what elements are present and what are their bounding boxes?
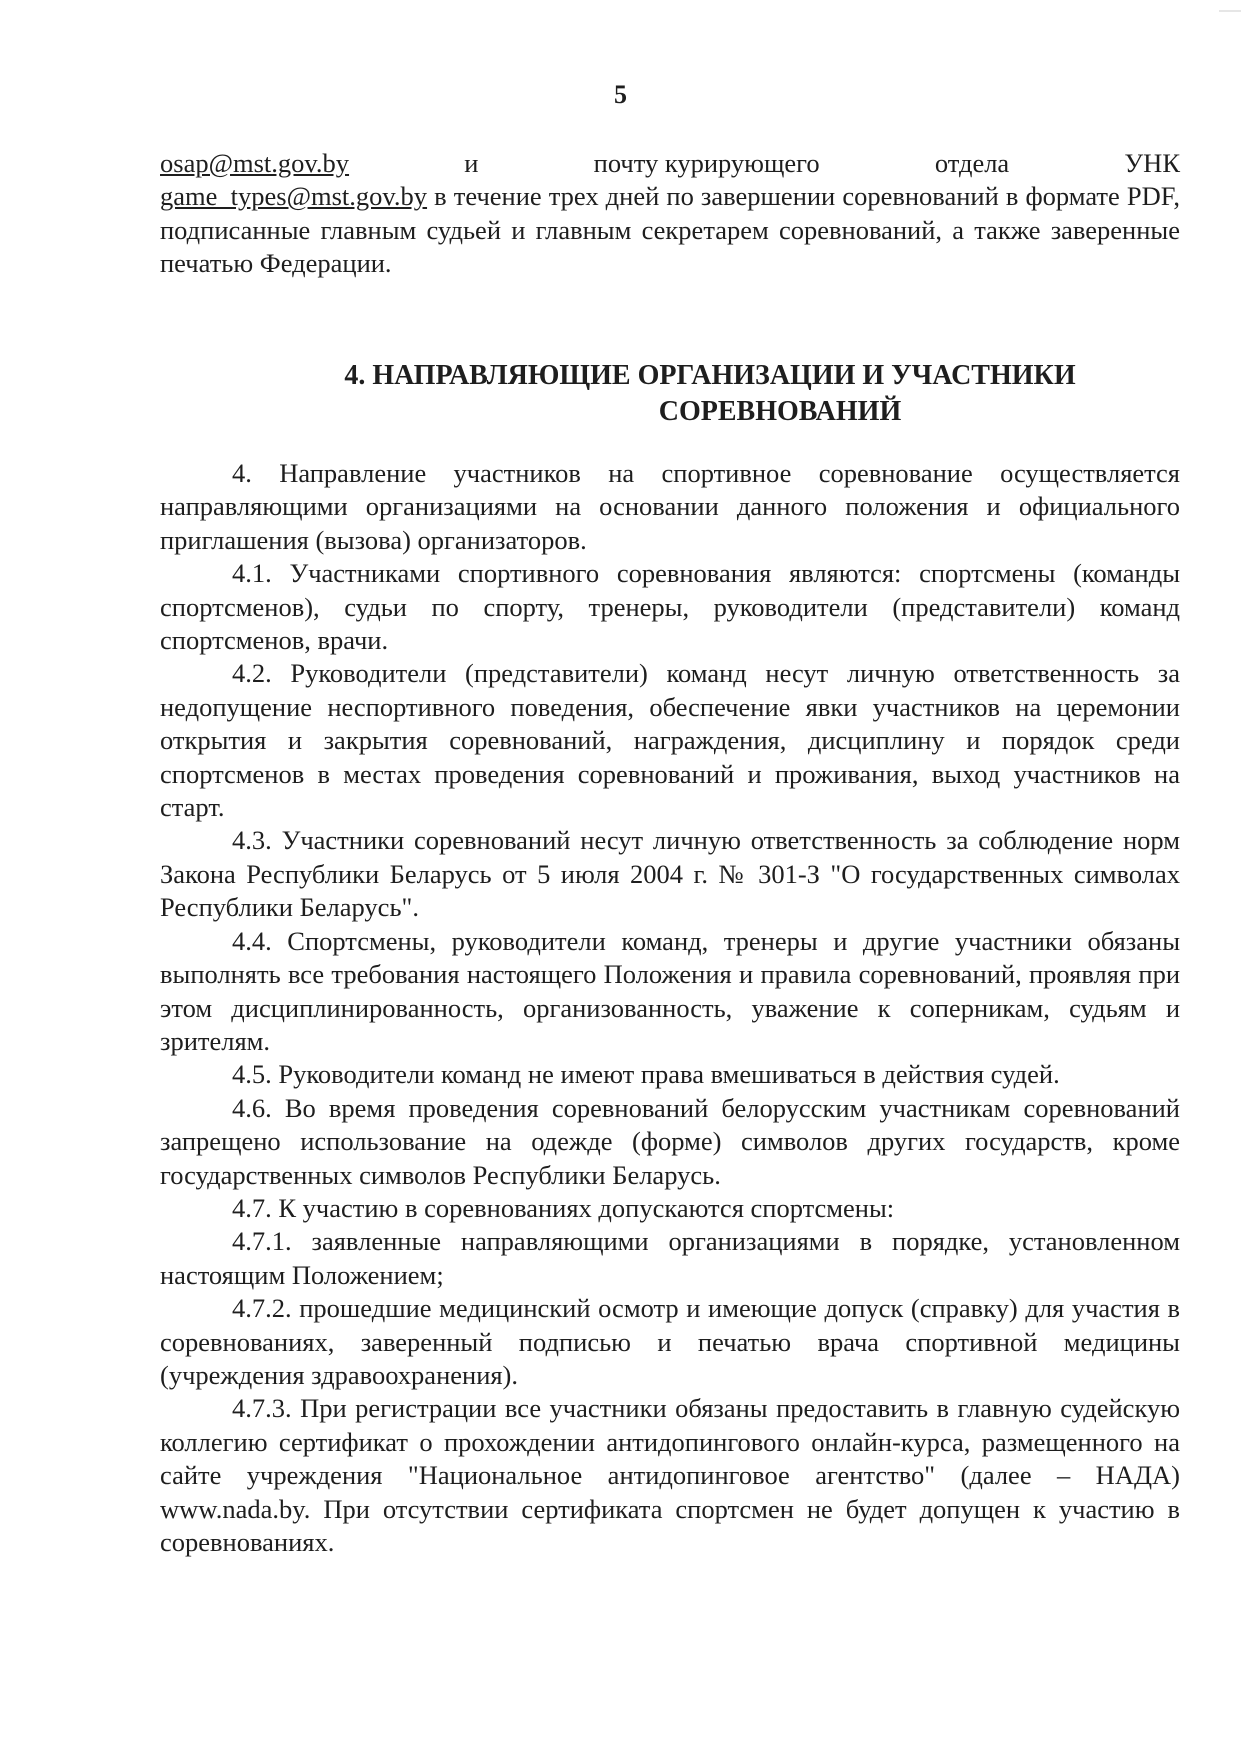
paragraph-4-2: 4.2. Руководители (представители) команд несут личную ответственность за недопущение неспортивного поведения, обеспечение явки участников на церемонии открытия и закрытия соревнований, награждения, дисциплину и порядок среди спортсменов в местах проведения соревнований и проживания, выход участников на старт. [160, 658, 1180, 823]
intro-paragraph [160, 147, 1180, 281]
section-heading-line2: СОРЕВНОВАНИЙ [658, 396, 902, 427]
page-number: 5 [614, 80, 627, 109]
intro-word-department: отдела [934, 148, 1010, 178]
intro-rest: в течение трех дней по завершении соревнований в формате PDF, подписанные главным судьей и главным секретарем соревнований, а также заверенные печатью Федерации. [160, 181, 1180, 279]
intro-text [160, 180, 1180, 280]
paragraph-4-6: 4.6. Во время проведения соревнований белорусским участникам соревнований запрещено использование на одежде (форме) символов других государств, кроме государственных символов Республики Беларусь. [160, 1092, 1180, 1190]
intro-word-unk: УНК [1124, 148, 1180, 178]
paragraph-4-3: 4.3. Участники соревнований несут личную ответственность за соблюдение норм Закона Республики Беларусь от 5 июля 2004 г. № 301-З "О государственных символах Республики Беларусь". [160, 825, 1180, 923]
paragraph-4: 4. Направление участников на спортивное соревнование осуществляется направляющими организациями на основании данного положения и официального приглашения (вызова) организаторов. [160, 458, 1180, 555]
intro-word-mail: почту курирующего [593, 148, 820, 178]
section-heading-line1: 4. НАПРАВЛЯЮЩИЕ ОРГАНИЗАЦИИ И УЧАСТНИКИ [344, 360, 1076, 391]
section-body [160, 457, 1180, 1559]
email-link-osap[interactable]: osap@mst.gov.by [160, 148, 350, 178]
paragraph-4-1: 4.1. Участниками спортивного соревнования являются: спортсмены (команды спортсменов), судьи по спорту, тренеры, руководители (представители) команд спортсменов, врачи. [160, 558, 1180, 656]
paragraph-4-7-2: 4.7.2. прошедшие медицинский осмотр и имеющие допуск (справку) для участия в соревнованиях, заверенный подписью и печатью врача спортивной медицины (учреждения здравоохранения). [160, 1293, 1180, 1390]
section-heading [160, 358, 1241, 430]
intro-word-and: и [464, 148, 479, 178]
email-link-game-types[interactable]: game_types@mst.gov.by [160, 181, 428, 212]
paragraph-4-7: 4.7. К участию в соревнованиях допускаются спортсмены: [232, 1192, 895, 1223]
paragraph-4-5: 4.5. Руководители команд не имеют права вмешиваться в действия судей. [232, 1059, 1060, 1090]
scan-edge-mark [1219, 10, 1241, 12]
paragraph-4-7-3: 4.7.3. При регистрации все участники обязаны предоставить в главную судейскую коллегию сертификат о прохождении антидопингового онлайн-курса, размещенного на сайте учреждения "Национальное антидопинговое агентство" (далее – НАДА) www.nada.by. При отсутствии сертификата спортсмен не будет допущен к участию в соревнованиях. [160, 1393, 1180, 1557]
intro-first-line [160, 147, 1180, 180]
paragraph-4-4: 4.4. Спортсмены, руководители команд, тренеры и другие участники обязаны выполнять все требования настоящего Положения и правила соревнований, проявляя при этом дисциплинированность, организованность, уважение к соперникам, судьям и зрителям. [160, 925, 1180, 1056]
paragraph-4-7-1: 4.7.1. заявленные направляющими организациями в порядке, установленном настоящим Положением; [160, 1226, 1180, 1290]
